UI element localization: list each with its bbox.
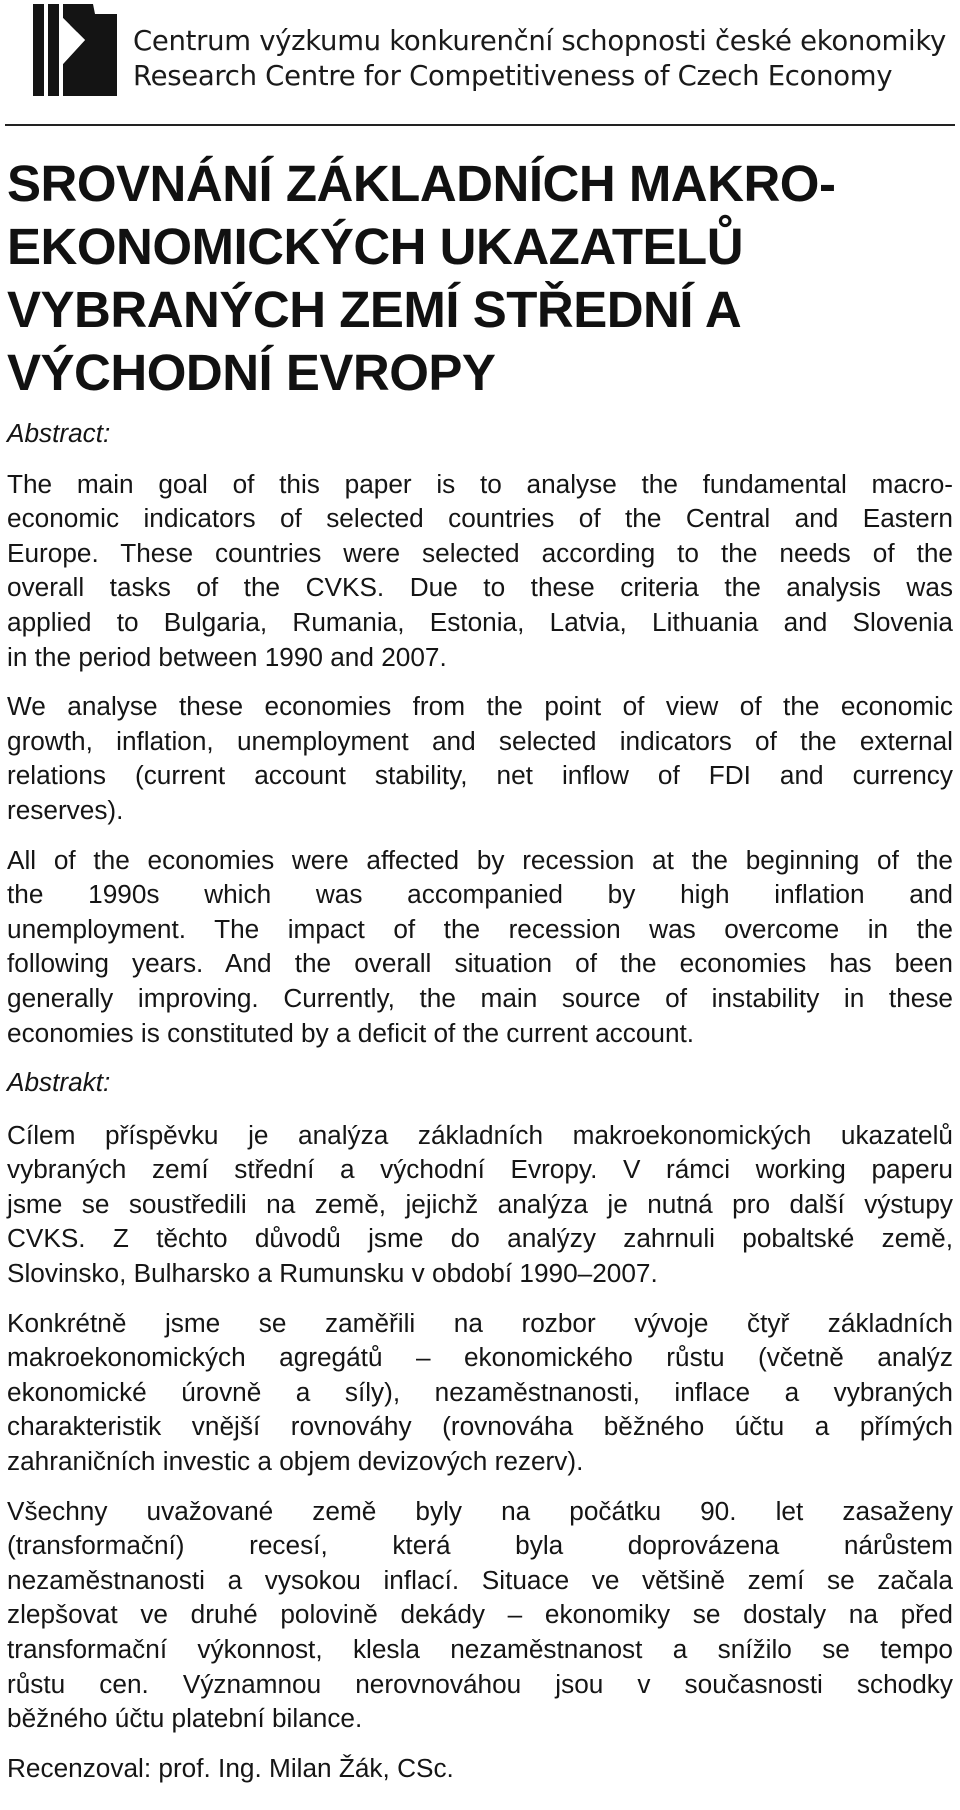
- text-line: economic indicators of selected countries of the Central and Eastern: [7, 503, 953, 534]
- abstract-czech-paragraph: [7, 1118, 953, 1291]
- abstract-czech-paragraph: [7, 1494, 953, 1736]
- paper-title: [7, 152, 952, 404]
- text-line: unemployment. The impact of the recession was overcome in the: [7, 913, 953, 944]
- text-line: charakteristik vnější rovnováhy (rovnováha běžného účtu a přímých: [7, 1411, 953, 1442]
- text-line: Všechny uvažované země byly na počátku 90. let zasaženy: [7, 1495, 953, 1526]
- header-divider: [5, 124, 955, 126]
- text-line: relations (current account stability, net inflow of FDI and currency: [7, 760, 953, 791]
- abstract-english-paragraph: [7, 467, 953, 675]
- text-line: Slovinsko, Bulharsko a Rumunsku v období 1990–2007.: [7, 1258, 658, 1289]
- text-line: economies is constituted by a deficit of the current account.: [7, 1017, 695, 1048]
- text-line: Europe. These countries were selected according to the needs of the: [7, 537, 953, 568]
- text-line: růstu cen. Významnou nerovnováhou jsou v současnosti schodky: [7, 1668, 953, 1699]
- text-line: běžného účtu platební bilance.: [7, 1703, 363, 1734]
- reviewer-credit: Recenzoval: prof. Ing. Milan Žák, CSc.: [7, 1752, 454, 1783]
- text-line: CVKS. Z těchto důvodů jsme do analýzy zahrnuli pobaltské země,: [7, 1223, 953, 1254]
- abstract-czech-paragraph: [7, 1306, 953, 1479]
- abstract-english-paragraph: [7, 689, 953, 827]
- text-line: ekonomické úrovně a síly), nezaměstnanosti, inflace a vybraných: [7, 1376, 953, 1407]
- title-line: VYBRANÝCH ZEMÍ STŘEDNÍ A: [7, 281, 742, 338]
- text-line: jsme se soustředili na země, jejichž analýza je nutná pro další výstupy: [7, 1188, 953, 1219]
- text-line: overall tasks of the CVKS. Due to these criteria the analysis was: [7, 572, 953, 603]
- text-line: zahraničních investic a objem devizových rezerv).: [7, 1446, 584, 1477]
- title-line: EKONOMICKÝCH UKAZATELŮ: [7, 218, 744, 275]
- text-line: We analyse these economies from the point of view of the economic: [7, 691, 953, 722]
- text-line: reserves).: [7, 794, 124, 825]
- title-line: VÝCHODNÍ EVROPY: [7, 344, 496, 401]
- text-line: transformační výkonnost, klesla nezaměstnanost a snížilo se tempo: [7, 1634, 953, 1664]
- text-line: the 1990s which was accompanied by high inflation and: [7, 879, 953, 910]
- text-line: growth, inflation, unemployment and selected indicators of the external: [7, 725, 953, 756]
- abstract-english-heading: Abstract:: [7, 418, 111, 448]
- abstract-czech-heading: Abstrakt:: [7, 1067, 111, 1098]
- text-line: generally improving. Currently, the main source of instability in these: [7, 982, 953, 1013]
- organization-name-english: Research Centre for Competitiveness of Czech Economy: [133, 60, 893, 92]
- organization-name-czech: Centrum výzkumu konkurenční schopnosti české ekonomiky: [133, 25, 947, 57]
- text-line: (transformační) recesí, která byla doprovázena nárůstem: [7, 1530, 953, 1561]
- text-line: in the period between 1990 and 2007.: [7, 641, 447, 672]
- text-line: The main goal of this paper is to analyse the fundamental macro-: [7, 468, 953, 499]
- abstract-english-paragraph: [7, 843, 953, 1051]
- text-line: nezaměstnanosti a vysokou inflací. Situace ve většině zemí se začala: [7, 1564, 953, 1595]
- header: [33, 4, 947, 96]
- organization-names: [133, 24, 953, 94]
- text-line: All of the economies were affected by recession at the beginning of the: [7, 844, 953, 875]
- text-line: makroekonomických agregátů – ekonomického růstu (včetně analýz: [7, 1342, 953, 1373]
- abstract-content: [7, 416, 953, 1785]
- cvks-logo-icon: [33, 4, 117, 96]
- title-line: SROVNÁNÍ ZÁKLADNÍCH MAKRO-: [7, 155, 836, 212]
- text-line: applied to Bulgaria, Rumania, Estonia, Latvia, Lithuania and Slovenia: [7, 606, 953, 637]
- text-line: Konkrétně jsme se zaměřili na rozbor vývoje čtyř základních: [7, 1307, 953, 1338]
- text-line: Cílem příspěvku je analýza základních makroekonomických ukazatelů: [7, 1119, 953, 1150]
- text-line: following years. And the overall situation of the economies has been: [7, 948, 953, 979]
- text-line: zlepšovat ve druhé polovině dekády – ekonomiky se dostaly na před: [7, 1599, 953, 1630]
- text-line: vybraných zemí střední a východní Evropy. V rámci working paperu: [7, 1154, 953, 1185]
